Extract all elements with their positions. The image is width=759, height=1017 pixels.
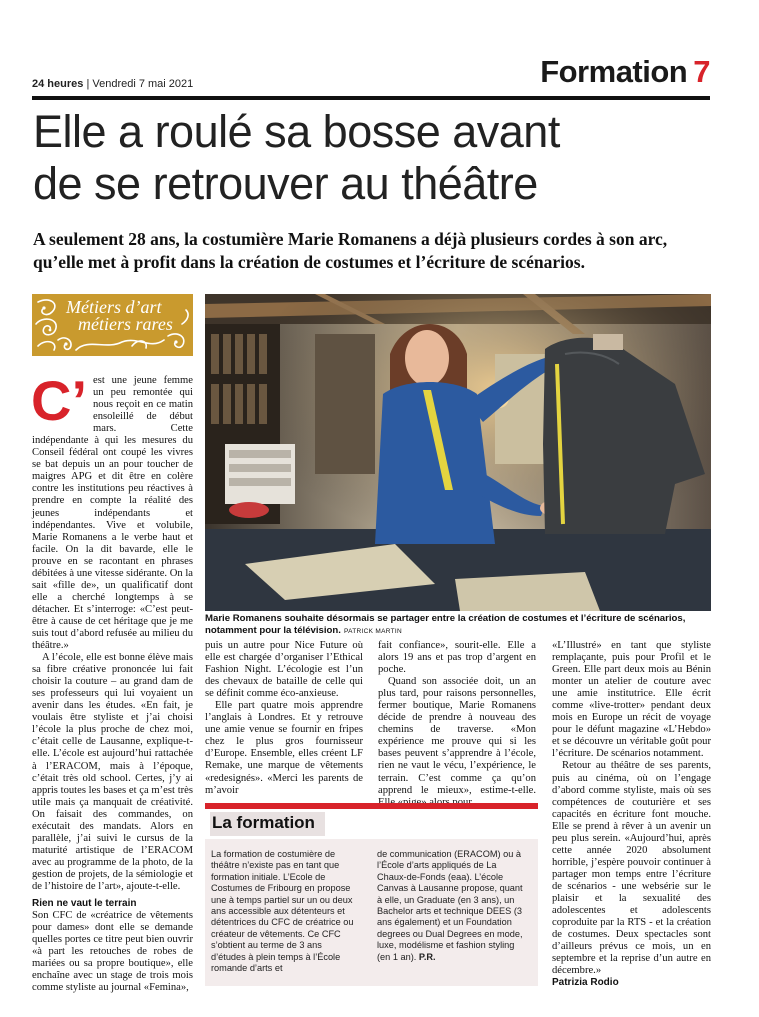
box-text-column	[377, 849, 525, 963]
masthead-info	[32, 78, 193, 90]
page-number: 7	[693, 54, 710, 89]
costume-workshop-image	[205, 294, 711, 611]
paper-name: 24 heures	[32, 78, 84, 90]
headline	[33, 106, 713, 210]
article-column-3	[378, 640, 536, 809]
info-box	[205, 803, 538, 986]
article-paragraph: est une jeune femme un peu remontée qui nous reçoit en ce matin ensoleillé de début mars. Cette indépendante à qui les mesures du Conseil fédéral ont coupé les vivres se bat depuis un an pour toucher de maigres APG et dit être en colère contre les institutions peu réactives à prendre en compte la réalité des jeunes indépendants et indépendantes. Vive et volubile, Marie Romanens a le verbe haut et facile. On la dit bavarde, elle le prouve en se racontant en phrases débitées à une vitesse sidérante. On la sait «fille de», un qualificatif dont elle a cherché longtemps à se détacher. Et s’interroge: «C’est peut-être à cause de cet héritage que je me suis tout d’abord refusée au milieu du théâtre.»	[32, 375, 193, 652]
article-photo	[205, 294, 711, 611]
article-column-4	[552, 640, 711, 989]
rubric-line: métiers rares	[78, 314, 173, 334]
article-paragraph: A l’école, elle est bonne élève mais sa fibre créative prononcée lui fait choisir la couture – au grand dam de ses professeurs qui lui voyaient un avenir dans les études. «En fait, je voulais être styliste et j’ai choisi l’école la plus proche de chez moi, c’était celle de Lausanne, explique-t-elle. L’école est aujourd’hui rattachée à l’ERACOM, mais à l’époque, c’était très old school. Certes, j’y ai appris toutes les bases et ça m’est très utile mais ça manquait de créativité. On faisait des commandes, on exécutait des mandats. Alors en parallèle, j’ai suivi le cursus de la maturité artistique de l’ERACOM avec au programme de la photo, de la gestion de projets, de la sémiologie et de l’histoire de l’art», ajoute-t-elle.	[32, 652, 193, 892]
article-subhead: Rien ne vaut le terrain	[32, 898, 137, 910]
article-column-2	[205, 640, 363, 797]
header-rule	[32, 96, 710, 100]
caption-text: Marie Romanens souhaite désormais se partager entre la création de costumes et l’écriture de scénarios, notamment pour la télévision.	[205, 613, 686, 636]
box-signature: P.R.	[418, 951, 436, 962]
issue-date: Vendredi 7 mai 2021	[92, 78, 194, 90]
article-paragraph: puis un autre pour Nice Future où elle est chargée d’organiser l’Ethical Fashion Night. L’écologie est l’un des chevaux de bataille de celle qui se définit comme éco-anxieuse.	[205, 640, 363, 700]
rubric-line: Métiers d’art	[66, 297, 162, 317]
rubric-badge	[32, 294, 193, 356]
drop-cap: C’	[31, 369, 87, 432]
article-column-1	[31, 369, 193, 994]
headline-line: Elle a roulé sa bosse avant	[33, 106, 560, 157]
article-paragraph: Retour au théâtre de ses parents, puis au cinéma, où on l’engage d’abord comme styliste, mais où ses compétences de couturière et ses capacités en écriture font mouche. Elle se prend à rêver à un avenir un peu plus serein. «Aujourd’hui, après cette année 2020 absolument horrible, j’espère pouvoir continuer à partager mon temps entre l’écriture de scénarios - une websérie sur le plaisir et la sexualité des adolescentes et adolescents coproduite par la RTS - et la création de costumes. Deux spectacles sont d’ailleurs prévus ce mois, un en septembre et la reprise d’un autre en décembre.»	[552, 760, 711, 977]
box-text: La formation de costumière de théâtre n’existe pas en tant que formation initiale. L’Ecole de Costumes de Fribourg en propose une à temps partiel sur un ou deux ans accessible aux détenteurs et détentrices du CFC de créatrice ou créateur de vêtements. Ce CFC s’obtient au terme de 3 ans d’études à plein temps à l’École romande d’arts et	[211, 849, 354, 974]
article-paragraph: Quand son associée doit, un an plus tard, pour raisons personnelles, fermer boutique, Marie Romanens décide de prendre à nouveau des chemins de traverse. «Mon expérience me prouve qui si les bases peuvent s’apprendre à l’école, rien ne vaut le vécu, l’expérience, le terrain. C’est comme ça qu’on apprend le mieux», estime-t-elle.	[378, 676, 536, 796]
box-title: La formation	[210, 812, 325, 836]
article-paragraph: Elle part quatre mois apprendre l’anglais à Londres. Et y retrouve une amie venue se fournir en fripes chez le plus gros fournisseur d’Europe. Ensemble, elles créent LF Remake, une marque de vêtements «redesignés». «Merci les parents de m’avoir	[205, 700, 363, 796]
box-text: de communication (ERACOM) ou à l’École d’arts appliqués de La Chaux-de-Fonds (eaa). L’école Canvas à Lausanne propose, quant à elle, un Graduate (en 3 ans), un Bachelor arts et technique DEES (3 ans également) et un Foundation degrees ou Dual Degrees en mode, luxe, modélisme et fashion styling (en 1 an).	[377, 849, 523, 962]
article-paragraph: fait confiance», sourit-elle. Elle a alors 19 ans et pas trop d’argent en poche.	[378, 640, 536, 676]
author-signature: Patrizia Rodio	[552, 977, 619, 989]
photo-caption	[205, 613, 711, 638]
section-name: Formation	[540, 54, 688, 89]
page-header	[32, 54, 710, 94]
masthead-separator: |	[86, 78, 90, 90]
headline-line: de se retrouver au théâtre	[33, 158, 538, 209]
standfirst: A seulement 28 ans, la costumière Marie Romanens a déjà plusieurs cordes à son arc, qu’elle met à profit dans la création de costumes et l’écriture de scénarios.	[33, 229, 668, 272]
article-paragraph: «L’Illustré» en tant que styliste remplaçante, puis pour Profil et le Green. Elle part deux mois au Bénin monter un atelier de couture avec une amie institutrice. Elle écrit comme «live-trotter» pendant deux mois en Europe un récit de voyage pour le défunt magazine «L’Hebdo» et se découvre un véritable goût pour l’écriture. De scénarios notamment.	[552, 640, 711, 760]
article-paragraph: Son CFC de «créatrice de vêtements pour dames» dont elle se demande quelles portes ce titre peut bien ouvrir «à part les retouches de robes de mariées ou sa propre boutique», elle enchaîne avec un stage de trois mois comme styliste au journal «Femina»,	[32, 910, 193, 994]
section-heading	[540, 54, 710, 90]
photo-credit: PATRICK MARTIN	[343, 628, 402, 635]
